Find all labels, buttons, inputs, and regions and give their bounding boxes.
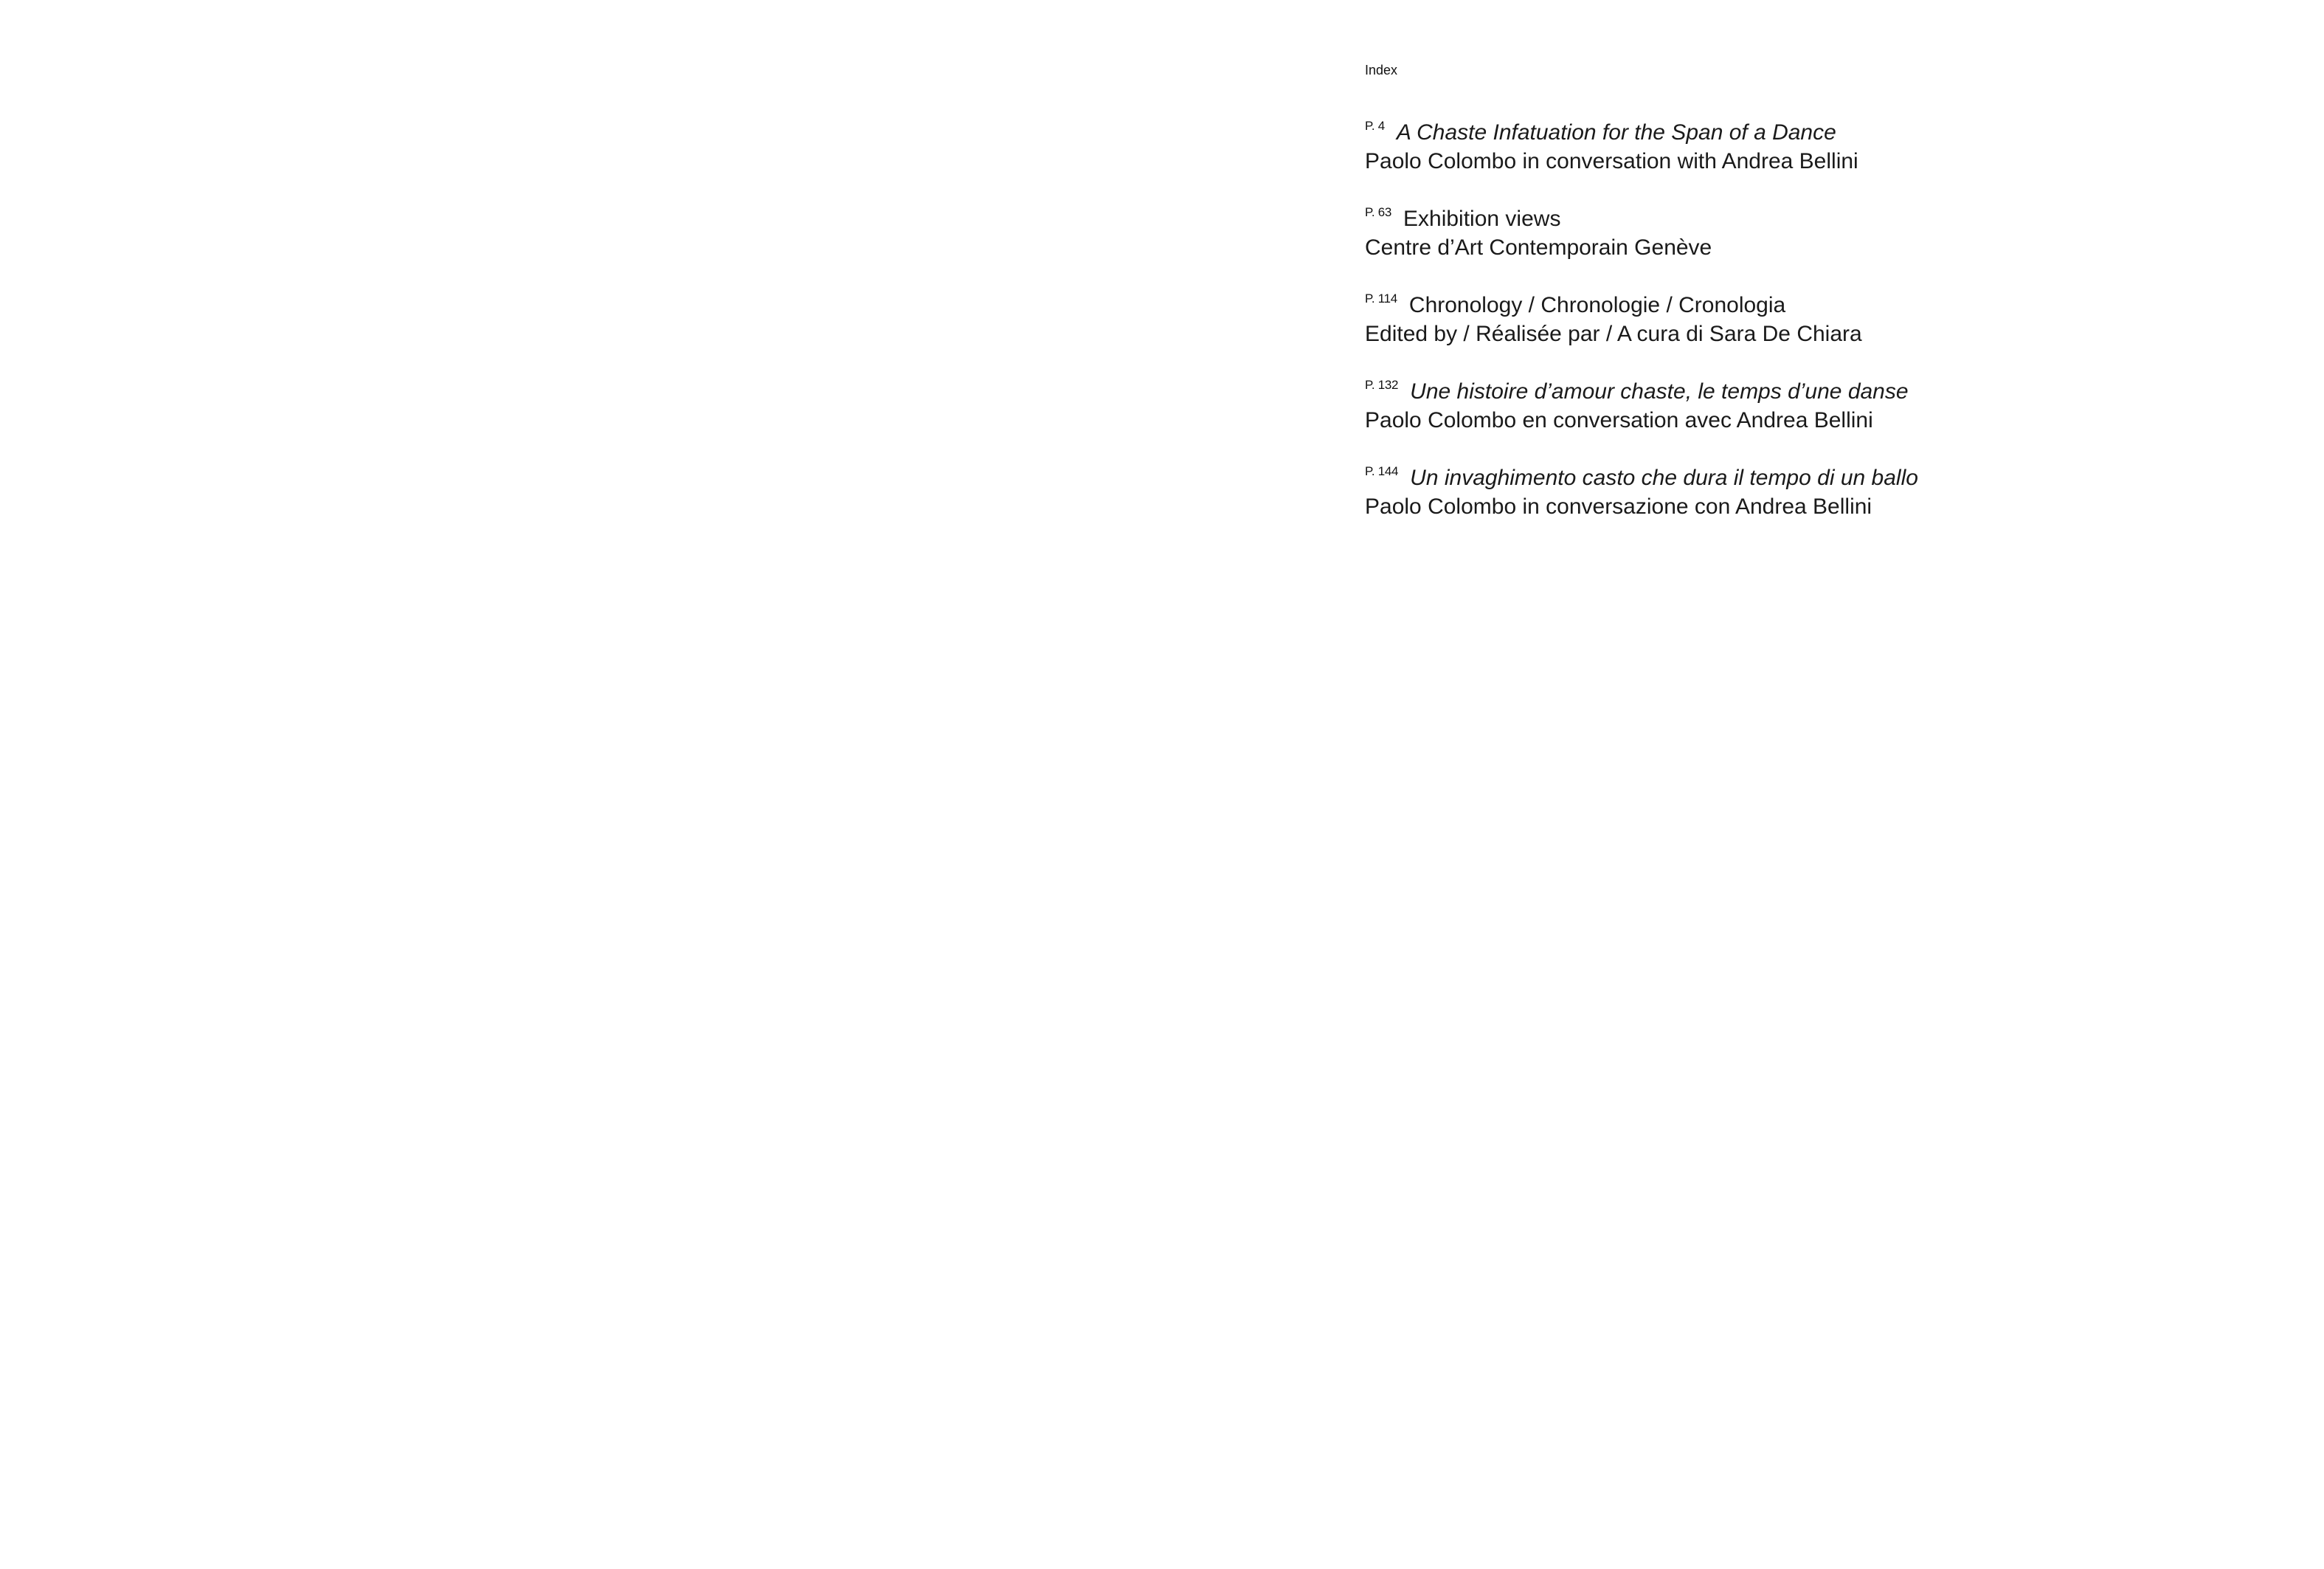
toc-subtitle: Paolo Colombo in conversazione con Andrea Bellini	[1365, 494, 1872, 519]
toc-subtitle: Paolo Colombo in conversation with Andrea Bellini	[1365, 149, 1858, 173]
toc-subtitle: Paolo Colombo en conversation avec Andrea Bellini	[1365, 408, 1873, 432]
toc-page-number: P. 114	[1365, 292, 1397, 306]
toc-title: Un invaghimento casto che dura il tempo di un ballo	[1410, 466, 1918, 490]
toc-entry	[1365, 291, 1918, 377]
toc-title: Exhibition views	[1403, 207, 1561, 231]
toc-page-number: P. 4	[1365, 119, 1385, 133]
toc-page-number: P. 132	[1365, 378, 1399, 392]
toc-subtitle: Centre d’Art Contemporain Genève	[1365, 235, 1712, 260]
toc-title: A Chaste Infatuation for the Span of a Dance	[1396, 120, 1836, 145]
toc-entry	[1365, 377, 1918, 463]
toc-page-number: P. 144	[1365, 464, 1399, 478]
toc-title: Une histoire d’amour chaste, le temps d’une danse	[1410, 379, 1909, 404]
toc-page-number: P. 63	[1365, 205, 1392, 219]
toc-subtitle: Edited by / Réalisée par / A cura di Sara De Chiara	[1365, 322, 1862, 346]
toc-title: Chronology / Chronologie / Cronologia	[1408, 293, 1786, 317]
toc-entry	[1365, 204, 1918, 291]
toc-entry	[1365, 463, 1918, 550]
index-heading: Index	[1365, 63, 1398, 77]
table-of-contents	[1365, 118, 1918, 550]
toc-entry	[1365, 118, 1918, 204]
